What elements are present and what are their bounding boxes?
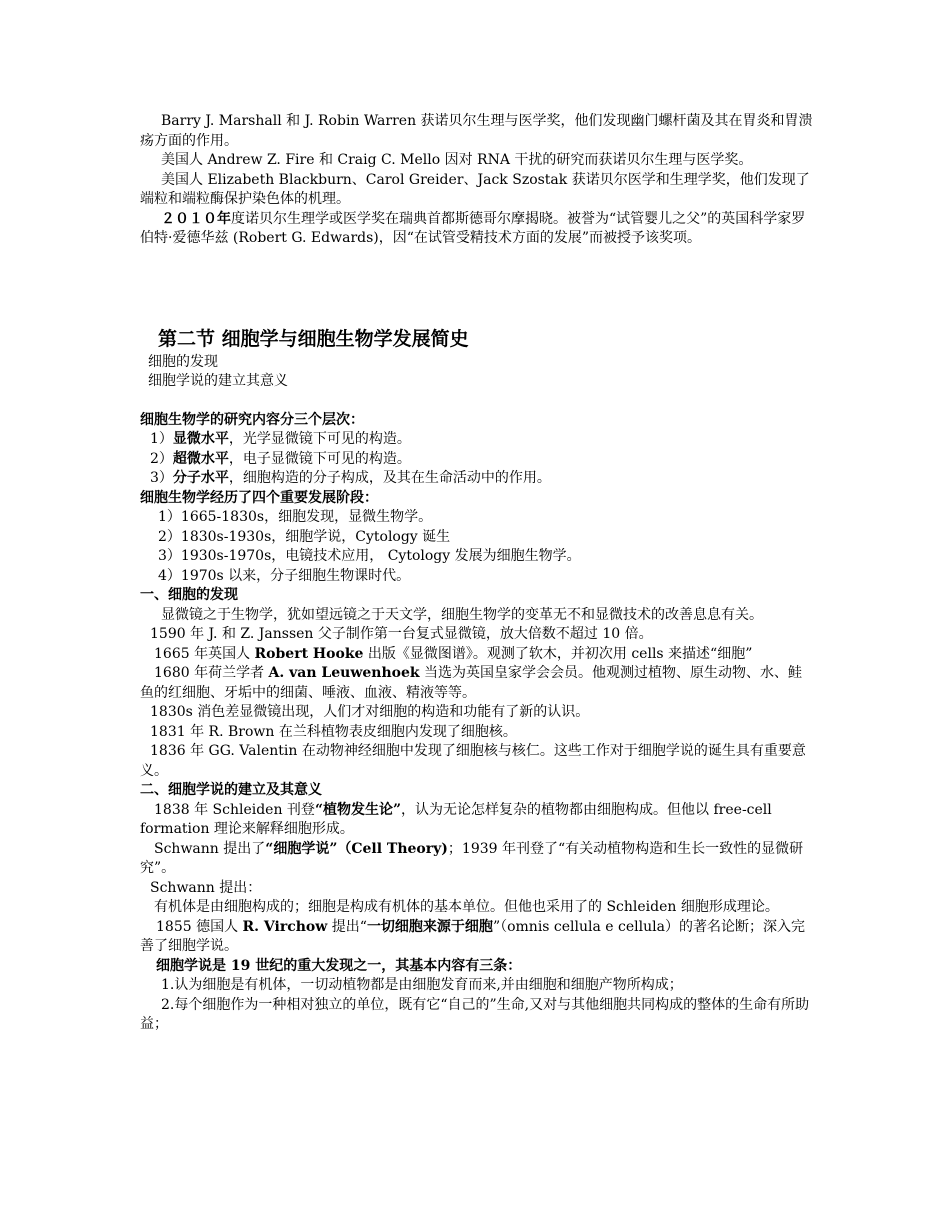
- discovery-paragraph: [140, 645, 815, 665]
- text-run: 1838 年 Schleiden 刊登: [154, 801, 315, 818]
- discovery-paragraph: 1830s 消色差显微镜出现，人们才对细胞的构造和功能有了新的认识。: [150, 704, 590, 720]
- discovery-paragraph: 1831 年 R. Brown 在兰科植物表皮细胞内发现了细胞核。: [150, 723, 517, 740]
- level-text: ，电子显微镜下可见的构造。: [228, 450, 411, 467]
- name-virchow: R. Virchow: [242, 918, 328, 935]
- discovery-paragraph: 1590 年 J. 和 Z. Janssen 父子制作第一台复式显微镜，放大倍数不超过 10 倍。: [150, 626, 653, 642]
- name-hooke: Robert Hooke: [254, 645, 364, 662]
- paragraph-2010-text: 度诺贝尔生理学或医学奖在瑞典首都斯德哥尔摩揭晓。被誉为“试管婴儿之父”的英国科学家罗伯特·爱德华兹 (Robert G. Edwards)，因“在试管受精技术方面的发展”而被授予该奖项。: [140, 210, 806, 246]
- paragraph-blackburn: 美国人 Elizabeth Blackburn、Carol Greider、Jack Szostak 获诺贝尔医学和生理学奖，他们发现了端粒和端粒酶保护染色体的机理。: [140, 171, 810, 207]
- stage-item: 4）1970s 以来，分子细胞生物课时代。: [158, 567, 411, 584]
- text-run: 1855 德国人: [156, 918, 243, 935]
- spacer: [140, 392, 815, 411]
- text-run: ”（omnis cellula e cellula）的著名论断；深入完善了细胞学说。: [140, 918, 805, 954]
- level-item: [140, 430, 815, 450]
- level-number: 1）: [150, 431, 173, 447]
- text-run: ；1939 年刊登了“有关动植物构造和生长一致性的显微研究”。: [140, 840, 804, 876]
- term-omnis-cellula: 一切细胞来源于细胞: [366, 918, 493, 935]
- level-term: 超微水平: [172, 450, 229, 467]
- discovery-heading: 一、细胞的发现: [140, 587, 238, 603]
- level-text: ，光学显微镜下可见的构造。: [228, 431, 411, 447]
- paragraph-fire-mello: 美国人 Andrew Z. Fire 和 Craig C. Mello 因对 RNA 干扰的研究而获诺贝尔生理与医学奖。: [161, 152, 753, 168]
- paragraph-marshall-warren: Barry J. Marshall 和 J. Robin Warren 获诺贝尔生理与医学奖，他们发现幽门螺杆菌及其在胃炎和胃溃疡方面的作用。: [140, 113, 813, 149]
- level-number: 3）: [150, 470, 173, 486]
- section-title: 第二节 细胞学与细胞生物学发展简史: [158, 327, 469, 350]
- text-run: 当选为英国皇家学会会员。他观测过植物、原生动物、水、鲑鱼的红细胞、牙垢中的细菌、唾液、血液、精液等等。: [140, 665, 803, 701]
- theory-paragraph: 有机体是由细胞构成的；细胞是构成有机体的基本单位。但他也采用了的 Schleiden 细胞形成理论。: [154, 899, 779, 915]
- level-text: ，细胞构造的分子构成，及其在生命活动中的作用。: [228, 470, 551, 486]
- theory-paragraph: [140, 801, 815, 840]
- text-run: 1680 年荷兰学者: [154, 665, 269, 681]
- text-run: ，认为无论怎样复杂的植物都由细胞构成。但他以 free-cell formation 理论来解释细胞形成。: [140, 801, 772, 837]
- stage-item: 3）1930s-1970s，电镜技术应用， Cytology 发展为细胞生物学。: [158, 548, 581, 564]
- level-number: 2）: [150, 450, 173, 467]
- theory-point: 2.每个细胞作为一种相对独立的单位，既有它“自己的”生命,又对与其他细胞共同构成的整体的生命有所助益；: [140, 996, 810, 1032]
- theory-point: 1.认为细胞是有机体，一切动植物都是由细胞发育而来,并由细胞和细胞产物所构成；: [161, 977, 683, 993]
- level-item: [140, 450, 815, 470]
- theory-heading: 二、细胞学说的建立及其意义: [140, 782, 322, 798]
- discovery-paragraph: 1836 年 GG. Valentin 在动物神经细胞中发现了细胞核与核仁。这些工作对于细胞学说的诞生具有重要意义。: [140, 743, 806, 779]
- year-2010: ２０１０年: [161, 210, 231, 227]
- name-leeuwenhoek: A. van Leuwenhoek: [268, 665, 420, 681]
- text-run: Schwann 提出了: [154, 840, 266, 857]
- level-item: [140, 469, 815, 489]
- theory-paragraph: [140, 918, 815, 957]
- document-page: [140, 112, 815, 1035]
- stage-item: 2）1830s-1930s，细胞学说，Cytology 诞生: [158, 528, 451, 545]
- paragraph-2010-prize: [140, 210, 815, 249]
- text-run: 提出“: [327, 918, 367, 935]
- theory-summary-heading: 细胞学说是 19 世纪的重大发现之一，其基本内容有三条：: [156, 957, 522, 974]
- theory-paragraph: [140, 840, 815, 879]
- theory-paragraph: Schwann 提出：: [150, 879, 262, 896]
- level-term: 分子水平: [172, 470, 229, 486]
- subtitle-cell-discovery: 细胞的发现: [148, 353, 218, 370]
- levels-heading: 细胞生物学的研究内容分三个层次：: [140, 411, 364, 428]
- term-plant-theory: “植物发生论”: [314, 801, 402, 818]
- stage-item: 1）1665-1830s，细胞发现，显微生物学。: [158, 509, 433, 525]
- term-cell-theory: “细胞学说”（Cell Theory): [265, 840, 448, 857]
- text-run: 出版《显微图谱》。观测了软木，并初次用 cells 来描述“细胞”: [363, 645, 753, 662]
- subtitle-cell-theory: 细胞学说的建立其意义: [148, 373, 288, 389]
- level-term: 显微水平: [172, 431, 229, 447]
- stages-heading: 细胞生物学经历了四个重要发展阶段：: [140, 489, 378, 506]
- text-run: 1665 年英国人: [154, 645, 255, 662]
- discovery-paragraph: 显微镜之于生物学，犹如望远镜之于天文学，细胞生物学的变革无不和显微技术的改善息息有关。: [161, 606, 763, 623]
- discovery-paragraph: [140, 664, 815, 703]
